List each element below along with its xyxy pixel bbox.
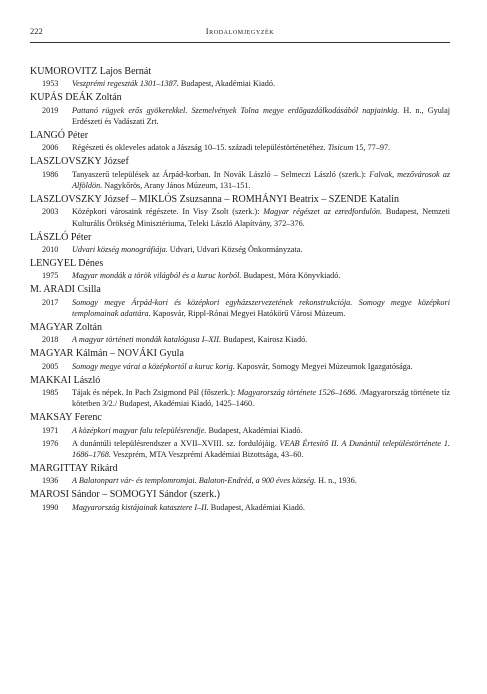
reference-year: 1936	[42, 476, 59, 486]
page-header	[30, 26, 450, 43]
author-given-name: József – MIKLÓS Zsuzsanna – ROMHÁNYI Beatrix – SZENDE Katalin	[103, 194, 400, 205]
reference-title: Magyarország története 1526–1686.	[237, 387, 358, 397]
author-given-name: Zoltán	[95, 92, 122, 104]
reference-prefix: Középkori városaink régészete. In Visy Zsolt (szerk.):	[72, 207, 264, 217]
bibliography-author	[30, 347, 450, 360]
reference-publication: Veszprém, MTA Veszprémi Akadémiai Bizottsága, 43–60.	[110, 450, 304, 459]
author-given-name: Lajos Bernát	[99, 66, 152, 77]
reference-year: 2019	[42, 105, 59, 115]
author-given-name: Ferenc	[74, 412, 102, 424]
reference-item	[30, 425, 450, 436]
reference-publication: Budapest, Kairosz Kiadó.	[221, 335, 308, 345]
author-given-name: Sándor – SOMOGYI Sándor (szerk.)	[71, 489, 220, 501]
reference-item	[30, 387, 450, 410]
reference-publication: Budapest, Akadémiai Kiadó.	[178, 79, 275, 89]
reference-item	[30, 169, 450, 192]
reference-year: 1986	[42, 169, 59, 179]
reference-publication: 15, 77–97.	[353, 143, 391, 153]
reference-publication: Kaposvár, Rippl-Rónai Megyei Hatókörű Városi Múzeum.	[150, 309, 346, 318]
reference-publication: /Magyarország története tíz kötetben 3/2./ Budapest, Akadémiai Kiadó, 1425–1460.	[72, 387, 450, 409]
reference-item	[30, 105, 450, 128]
reference-year: 1953	[42, 79, 59, 89]
reference-year: 2010	[42, 245, 59, 254]
reference-item	[30, 78, 450, 89]
reference-text	[72, 270, 450, 281]
reference-title: Magyar régészet az ezredfordulón.	[263, 207, 383, 217]
reference-publication: Budapest, Akadémiai Kiadó.	[208, 502, 305, 512]
bibliography-author	[30, 193, 450, 206]
reference-publication: H. n., Gyulaj Erdészeti és Vadászati Zrt.	[72, 105, 450, 126]
bibliography-author	[30, 231, 450, 244]
reference-text	[72, 244, 450, 255]
reference-text	[72, 297, 450, 320]
author-surname: LASZLOVSZKY	[30, 194, 102, 205]
author-surname: M. ARADI	[30, 284, 76, 296]
reference-item	[30, 502, 450, 513]
running-head: Irodalomjegyzék	[205, 26, 275, 36]
bibliography-author	[30, 462, 450, 475]
reference-title: Pattanó rügyek erős gyökerekkel. Szemelvények Tolna megye erdőgazdálkodásából napjainkig.	[72, 105, 400, 115]
reference-year: 2006	[42, 143, 59, 153]
reference-title: A magyar történeti mondák katalógusa I–XII.	[72, 335, 222, 345]
author-given-name: Péter	[67, 130, 89, 141]
reference-item	[30, 438, 450, 461]
reference-prefix: Tájak és népek. In Pach Zsigmond Pál (főszerk.):	[72, 387, 238, 397]
reference-title: Magyarország kistájainak katasztere I–II.	[72, 502, 209, 512]
author-surname: LENGYEL	[30, 258, 76, 269]
author-surname: MAKKAI	[30, 374, 72, 386]
author-given-name: Csilla	[77, 284, 101, 296]
bibliography-author	[30, 129, 450, 142]
bibliography-author	[30, 91, 450, 104]
author-given-name: Kálmán – NOVÁKI Gyula	[75, 348, 184, 360]
reference-title: Udvari község monográfiája.	[72, 245, 168, 254]
reference-year: 2005	[42, 361, 59, 371]
reference-publication: Budapest, Akadémiai Kiadó.	[206, 425, 303, 435]
reference-text	[72, 105, 450, 128]
reference-title: Tisicum	[327, 143, 354, 153]
bibliography-author	[30, 155, 450, 168]
reference-publication: Kaposvár, Somogy Megyei Múzeumok Igazgatósága.	[234, 361, 413, 371]
author-surname: MAKSAY	[30, 412, 73, 424]
bibliography-author	[30, 321, 450, 334]
reference-publication: Udvari, Udvari Község Önkormányzata.	[167, 245, 303, 254]
reference-prefix: A dunántúli településrendszer a XVII–XVIII. sz. fordulójáig.	[72, 438, 280, 448]
reference-publication: H. n., 1936.	[316, 476, 357, 486]
reference-title: A Balatonpart vár- és templomromjai. Balaton-Endréd, a 900 éves község.	[72, 476, 317, 486]
reference-item	[30, 142, 450, 153]
reference-text	[72, 142, 450, 153]
reference-item	[30, 270, 450, 281]
author-surname: MARGITTAY	[30, 463, 88, 474]
reference-prefix: Tanyaszerű települések az Árpád-korban. In Novák László – Selmeczi László (szerk.):	[72, 169, 370, 179]
reference-title: Somogy megye Árpád-kori és középkori egyházszervezetének rekonstrukciója. Somogy megye középkori templomainak adattára.	[72, 297, 450, 318]
reference-publication: Budapest, Nemzeti Kulturális Örökség Minisztériuma, Teleki László Alapítvány, 372–376.	[72, 207, 450, 228]
author-given-name: László	[73, 374, 101, 386]
bibliography-author	[30, 411, 450, 424]
reference-year: 1990	[42, 502, 59, 512]
reference-title: VEAB Értesítő II. A Dunántúl településtörténete 1. 1686–1768.	[72, 438, 450, 459]
reference-text	[72, 169, 450, 192]
reference-title: A középkori magyar falu településrendje.	[72, 425, 207, 435]
reference-text	[72, 425, 450, 436]
reference-item	[30, 361, 450, 372]
reference-item	[30, 297, 450, 320]
reference-title: Veszprémi regeszták 1301–1387.	[72, 79, 179, 89]
reference-year: 1971	[42, 425, 59, 435]
author-surname: LASZLOVSZKY	[30, 156, 102, 168]
reference-title: Somogy megye várai a középkortól a kuruc korig.	[72, 361, 235, 371]
page-number: 222	[30, 26, 43, 36]
reference-year: 1975	[42, 271, 59, 281]
reference-item	[30, 334, 450, 345]
reference-year: 1976	[42, 438, 59, 448]
bibliography-author	[30, 257, 450, 270]
reference-text	[72, 206, 450, 229]
author-surname: LANGÓ	[30, 130, 65, 141]
reference-item	[30, 475, 450, 486]
reference-text	[72, 387, 450, 410]
reference-publication: Budapest, Móra Könyvkiadó.	[241, 271, 341, 281]
reference-publication: Nagykőrös, Arany János Múzeum, 131–151.	[102, 181, 251, 190]
author-surname: MAGYAR	[30, 322, 74, 333]
author-given-name: Dénes	[78, 258, 104, 269]
author-surname: MAROSI	[30, 489, 69, 501]
author-given-name: Zoltán	[75, 322, 102, 333]
bibliography-entries	[30, 65, 450, 513]
author-given-name: Rikárd	[90, 463, 118, 474]
reference-text	[72, 502, 450, 513]
author-surname: KUPÁS DEÁK	[30, 92, 94, 104]
reference-text	[72, 438, 450, 461]
reference-prefix: Régészeti és okleveles adatok a Jászság 10–15. századi településtörténetéhez.	[72, 143, 328, 153]
reference-text	[72, 361, 450, 372]
author-surname: LÁSZLÓ	[30, 231, 69, 243]
reference-title: Falvak, mezővárosok az Alföldön.	[72, 169, 451, 190]
reference-text	[72, 78, 450, 89]
bibliography-author	[30, 488, 450, 501]
reference-text	[72, 475, 450, 486]
author-given-name: József	[103, 156, 129, 168]
bibliography-author	[30, 374, 450, 387]
reference-title: Magyar mondák a török világból és a kuruc korból.	[72, 271, 242, 281]
reference-year: 2003	[42, 207, 59, 217]
bibliography-page	[30, 26, 450, 515]
author-surname: MAGYAR	[30, 348, 74, 360]
reference-item	[30, 244, 450, 255]
reference-text	[72, 334, 450, 345]
reference-year: 1985	[42, 387, 59, 397]
bibliography-author	[30, 283, 450, 296]
author-surname: KUMOROVITZ	[30, 66, 98, 77]
reference-year: 2017	[42, 297, 59, 307]
reference-item	[30, 206, 450, 229]
reference-year: 2018	[42, 335, 59, 345]
author-given-name: Péter	[70, 231, 92, 243]
bibliography-author	[30, 65, 450, 78]
